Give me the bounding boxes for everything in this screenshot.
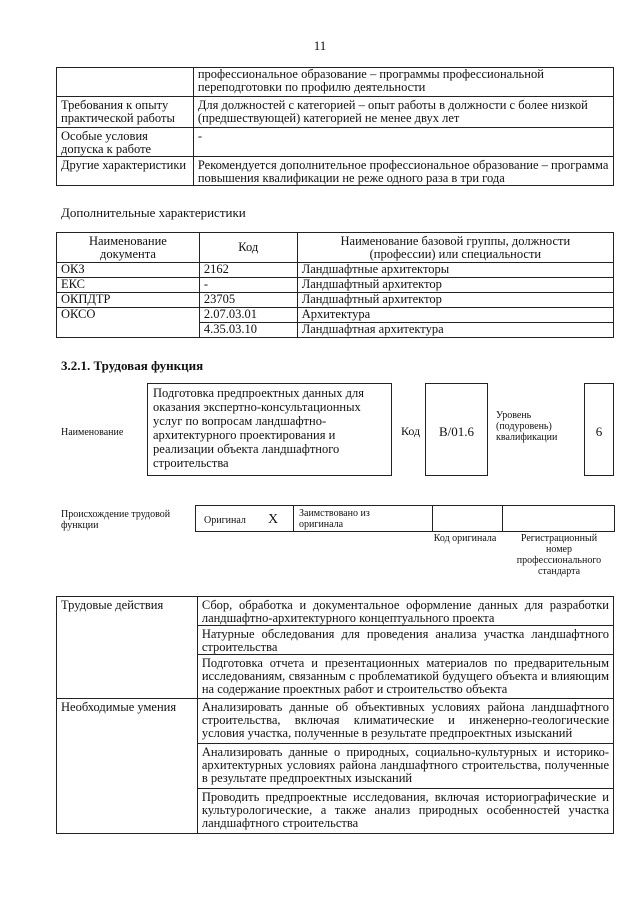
row-value: - [193,128,613,157]
required-skill: Анализировать данные об объективных условиях района ландшафтного строительства, включая климатические и инженерно-геологические условия участка, полученные в результате предпроектных изысканий [197,699,613,744]
cell-doc: ЕКС [57,278,200,293]
section-label: Трудовые действия [57,597,198,699]
qualification-table [56,67,614,186]
labor-action: Натурные обследования для проведения анализа участка ландшафтного строительства [197,626,613,655]
origin-row [195,505,615,532]
required-skill: Проводить предпроектные исследования, включая историографические и культурологические, а также анализ природных особенностей участка ландшафтного строительства [197,789,613,834]
table-row [57,597,614,626]
divider [432,506,433,531]
table-row [57,308,614,323]
borrowed-label: Заимствовано из оригинала [299,508,370,530]
code-label: Код [401,424,421,438]
cell-name: Архитектура [297,308,613,323]
additional-table [56,232,614,338]
cell-code: - [199,278,297,293]
table-row [57,97,614,128]
cell-name: Ландшафтные архитекторы [297,263,613,278]
table-row [57,128,614,157]
details-table [56,596,614,834]
header-doc: Наименование документа [57,233,200,263]
original-mark: X [268,512,279,527]
labor-action: Подготовка отчета и презентационных материалов по предварительным исследованиям, связанным с проблематикой будущего объекта и влияющим на содержание проектных работ и строительство объекта [197,655,613,699]
origin-label: Происхождение трудовой функции [61,509,171,531]
required-skill: Анализировать данные о природных, социально-культурных и историко-архитектурных условиях района ландшафтного строительства, полученные в результате предпроектных изысканий [197,744,613,789]
level-label: Уровень (подуровень) квалификации [496,410,558,443]
cell-code: 2162 [199,263,297,278]
cell-doc: ОКЗ [57,263,200,278]
function-name-box [147,383,392,476]
reg-number-caption: Регистрационный номер профессионального стандарта [516,533,602,577]
header-code: Код [199,233,297,263]
row-value: Рекомендуется дополнительное профессиональное образование – программа повышения квалификации не реже одного раза в три года [193,157,613,186]
row-label: Особые условия допуска к работе [57,128,194,157]
table-header-row [57,233,614,263]
divider [502,506,503,531]
row-label: Другие характеристики [57,157,194,186]
row-value: профессиональное образование – программы профессиональной переподготовки по профилю деятельности [193,68,613,97]
row-label: Требования к опыту практической работы [57,97,194,128]
section-label: Необходимые умения [57,699,198,834]
table-row [57,263,614,278]
original-label: Оригинал [204,515,246,526]
divider [293,506,294,531]
cell-code: 2.07.03.01 [199,308,297,323]
cell-name: Ландшафтный архитектор [297,278,613,293]
row-label [57,68,194,97]
code-original-caption: Код оригинала [433,533,497,544]
row-value: Для должностей с категорией – опыт работы в должности с более низкой (предшествующей) категорией не менее двух лет [193,97,613,128]
additional-heading: Дополнительные характеристики [61,205,246,220]
table-row [57,699,614,744]
labor-action: Сбор, обработка и документальное оформление данных для разработки ландшафтно-архитектурного концептуального проекта [197,597,613,626]
code-value: B/01.6 [438,424,475,439]
cell-doc: ОКПДТР [57,293,200,308]
header-name: Наименование базовой группы, должности (профессии) или специальности [297,233,613,263]
cell-doc: ОКСО [57,308,200,338]
function-name: Подготовка предпроектных данных для оказания экспертно-консультационных услуг по вопросам ландшафтно-архитектурного проектирования и реализации объекта ландшафтного строительства [153,386,364,470]
function-heading: 3.2.1. Трудовая функция [61,358,204,373]
cell-code: 4.35.03.10 [199,323,297,338]
code-box [425,383,488,476]
table-row [57,278,614,293]
table-row [57,293,614,308]
cell-name: Ландшафтный архитектор [297,293,613,308]
level-value: 6 [595,424,603,439]
cell-code: 23705 [199,293,297,308]
cell-name: Ландшафтная архитектура [297,323,613,338]
level-box [584,383,614,476]
page-number: 11 [313,38,327,53]
table-row [57,68,614,97]
name-label: Наименование [61,427,124,438]
table-row [57,157,614,186]
